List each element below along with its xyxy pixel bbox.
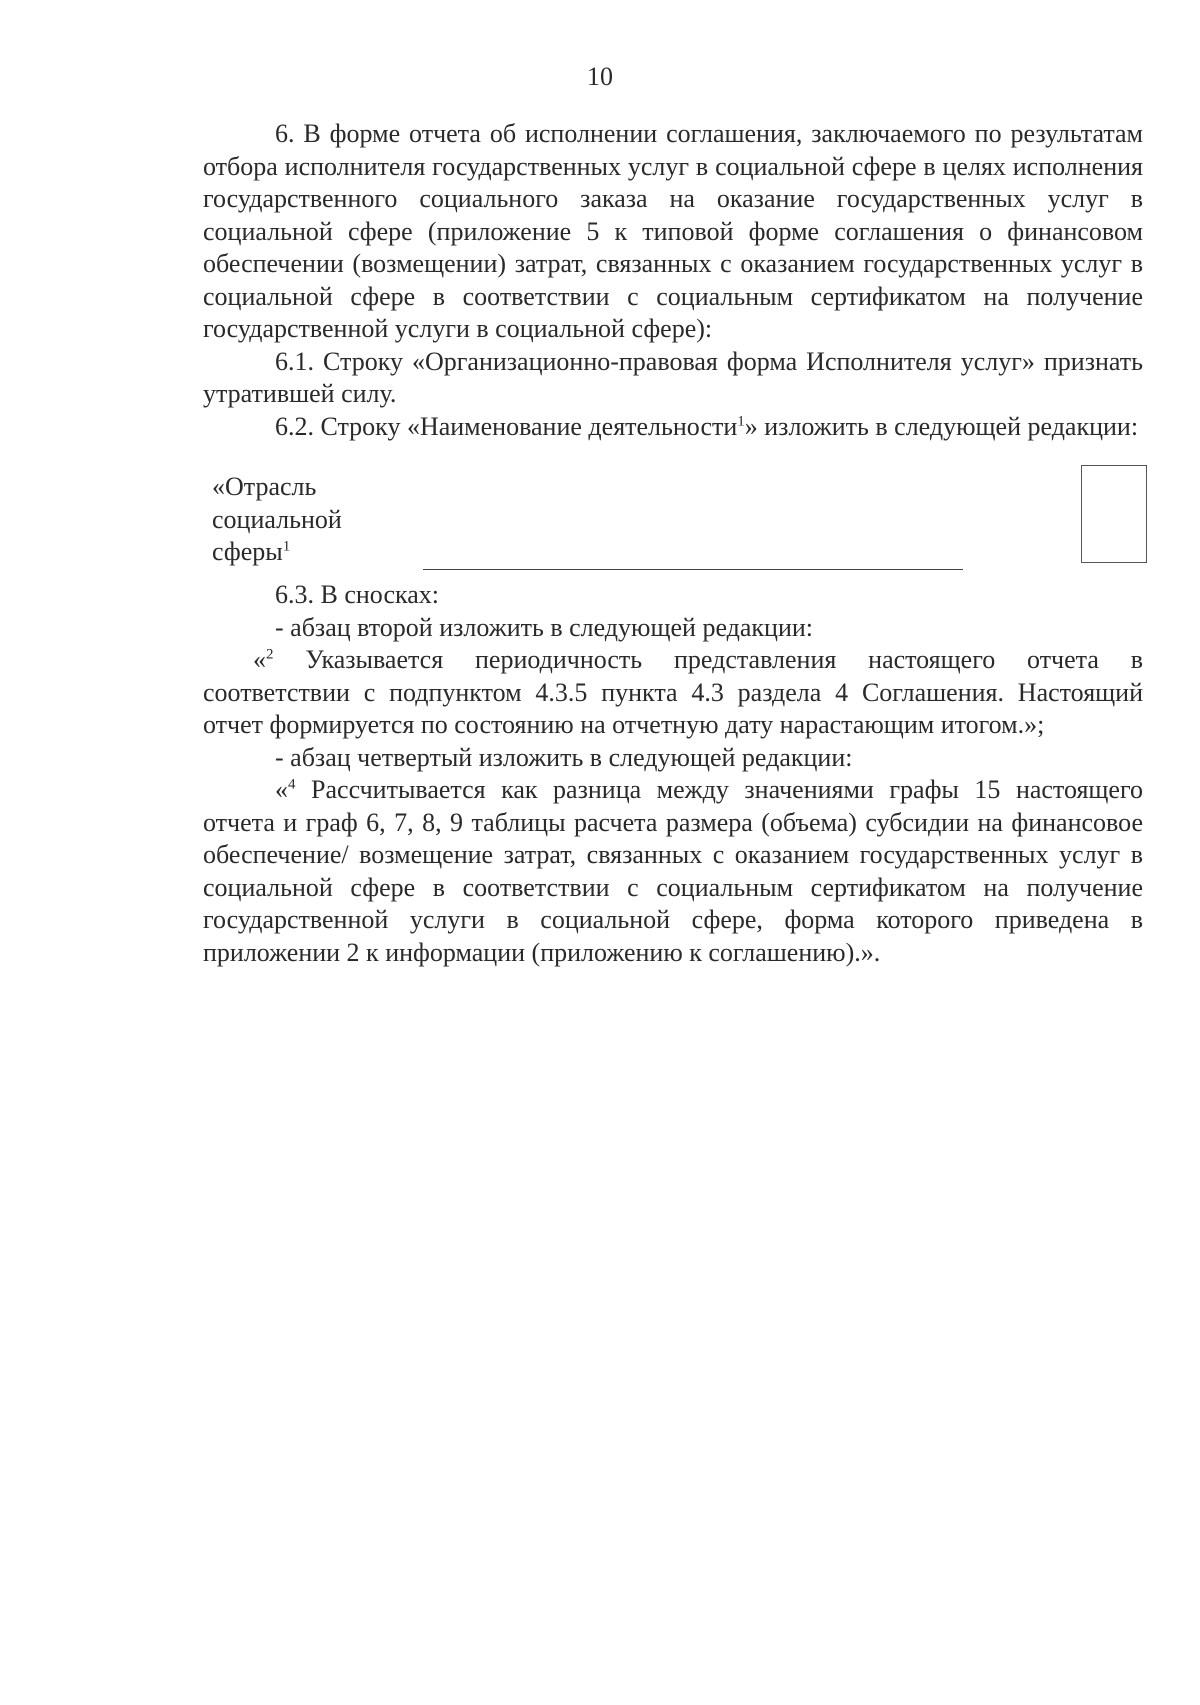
footnote-2-mark: 2 [266, 646, 274, 663]
paragraph-6-2-text-end: » изложить в следующей редакции: [744, 411, 1139, 441]
paragraph-6-3-b: - абзац четвертый изложить в следующей редакции: [275, 742, 853, 772]
paragraph-6-2-text: 6.2. Строку «Наименование деятельности [275, 411, 738, 441]
footnote-ref-1: 1 [737, 412, 745, 429]
document-body [203, 118, 1143, 969]
form-label-line-1: «Отрасль [212, 472, 317, 501]
form-row-label [212, 471, 412, 569]
form-row-industry [203, 465, 1143, 579]
form-label-line-3-text: сферы [212, 537, 283, 566]
paragraph-6-1: 6.1. Строку «Организационно-правовая форма Исполнителя услуг» признать утратившей силу. [203, 346, 1143, 408]
footnote-4-mark: 4 [288, 776, 296, 793]
paragraph-6-3: 6.3. В сносках: [275, 580, 439, 609]
page-number: 10 [587, 62, 613, 91]
form-fill-line [423, 569, 963, 570]
footnote-4-body: Рассчитывается как разница между значениями графы 15 настоящего отчета и граф 6, 7, 8, 9 таблицы расчета размера (объема) субсидии на финансовое обеспечение/ возмещение затрат, связанных с оказанием государственных услуг в социальной сфере в соответствии с социальным сертификатом на получение государственной услуги в социальной сфере, форма которого приведена в приложении 2 к информации (приложению к соглашению).». [203, 775, 1143, 967]
footnote-2-text [203, 644, 1143, 742]
form-label-line-3 [212, 536, 412, 569]
footnote-2-open-quote: « [253, 645, 266, 674]
form-label-footnote-ref: 1 [282, 538, 291, 555]
form-label-line-2: социальной [212, 504, 342, 534]
footnote-4-open-quote: « [275, 775, 288, 804]
footnote-2-body: Указывается периодичность представления настоящего отчета в соответствии с подпунктом 4.3.5 пункта 4.3 раздела 4 Соглашения. Настоящий отчет формируется по состоянию на отчетную дату нарастающим итогом.»; [203, 645, 1143, 739]
paragraph-6-3-a: - абзац второй изложить в следующей редакции: [275, 612, 814, 642]
footnote-4-text [203, 774, 1143, 969]
paragraph-6: 6. В форме отчета об исполнении соглашения, заключаемого по результатам отбора исполнителя государственных услуг в социальной сфере в целях исполнения государственного социального заказа на оказание государственных услуг в социальной сфере (приложение 5 к типовой форме соглашения о финансовом обеспечении (возмещении) затрат, связанных с оказанием государственных услуг в социальной сфере в соответствии с социальным сертификатом на получение государственной услуги в социальной сфере): [203, 119, 1143, 343]
form-code-box [1081, 465, 1147, 563]
paragraph-6-2 [203, 411, 1143, 444]
